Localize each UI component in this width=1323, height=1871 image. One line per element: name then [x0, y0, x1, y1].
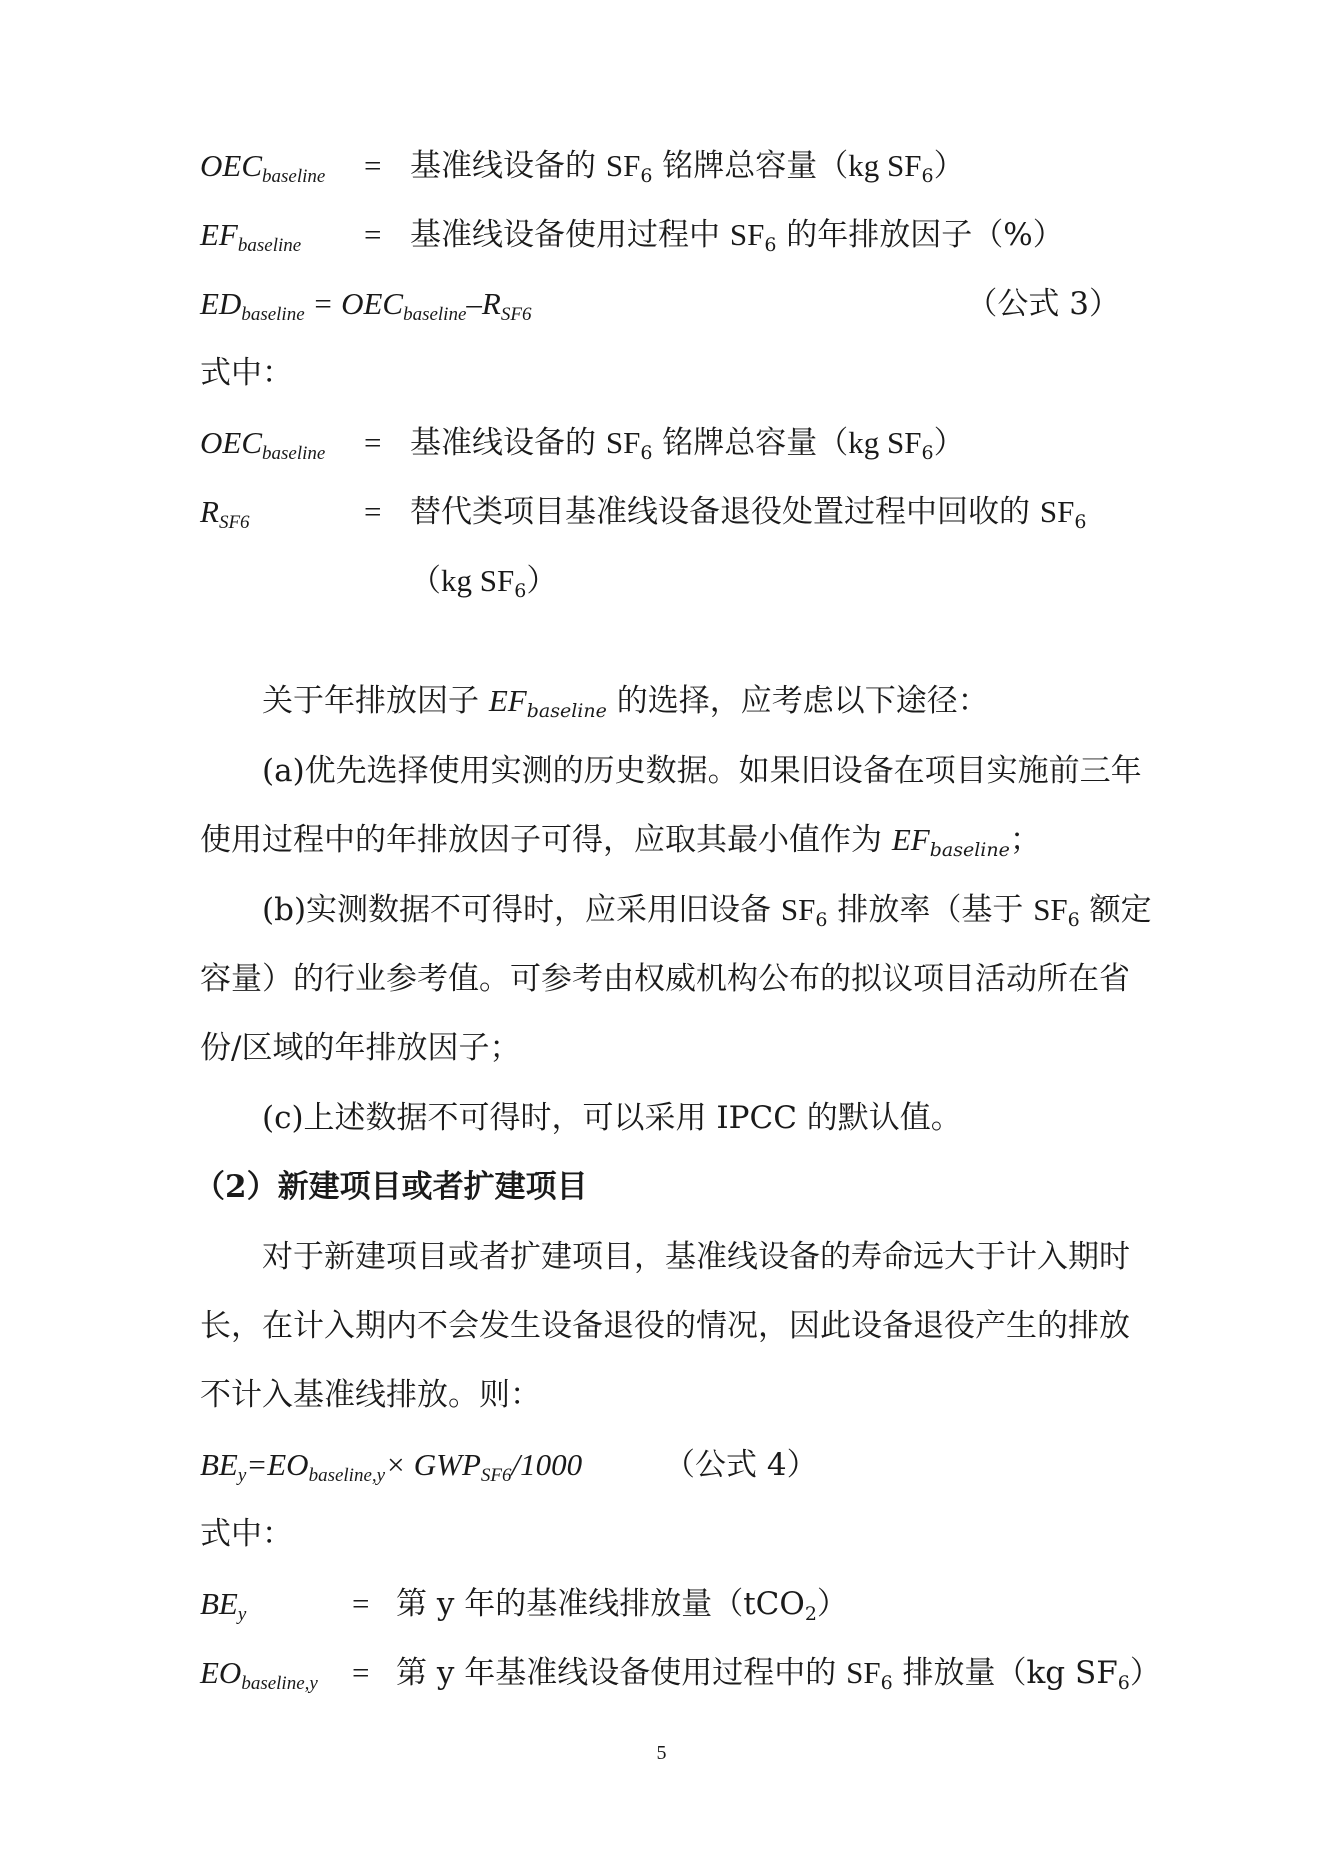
equals-sign: =: [352, 1655, 370, 1690]
var-be: $BE_y$: [200, 1586, 247, 1625]
equals-sign: =: [364, 425, 382, 460]
equals-sign: =: [352, 1586, 370, 1621]
page-number: 5: [656, 1742, 667, 1764]
equals-sign: =: [364, 217, 382, 252]
var-r: $R_{SF6}$: [200, 494, 250, 533]
formula-expression: $BE_y=EO_{baseline,y}\times GWP_{SF6}/1000$: [200, 1447, 583, 1486]
definition-text: 基准线设备使用过程中 $SF_6$ 的年排放因子（%）: [410, 217, 1064, 256]
equals-sign: =: [364, 148, 382, 183]
formula-expression: $ED_{baseline} = OEC_{baseline}-R_{SF6}$: [200, 286, 532, 325]
definition-text: 基准线设备的 $SF_6$ 铭牌总容量（kg $SF_6$）: [410, 148, 965, 187]
formula-number: （公式 3）: [966, 286, 1120, 322]
var-oec: $OEC_{baseline}$: [200, 148, 326, 187]
var-eo: $EO_{baseline,y}$: [200, 1655, 318, 1694]
var-oec: $OEC_{baseline}$: [200, 425, 326, 464]
definition-text: 第 y 年基准线设备使用过程中的 $SF_6$ 排放量（kg $SF_6$）: [396, 1655, 1161, 1694]
definition-text: 第 y 年的基准线排放量（tCO$_2$）: [396, 1586, 848, 1625]
definition-text: 基准线设备的 $SF_6$ 铭牌总容量（kg $SF_6$）: [410, 425, 965, 464]
var-ef: $EF_{baseline}$: [200, 217, 302, 256]
definition-text: 替代类项目基准线设备退役处置过程中回收的 $SF_6$: [410, 494, 1087, 533]
formula-number: （公式 4）: [664, 1447, 818, 1483]
equals-sign: =: [364, 494, 382, 529]
